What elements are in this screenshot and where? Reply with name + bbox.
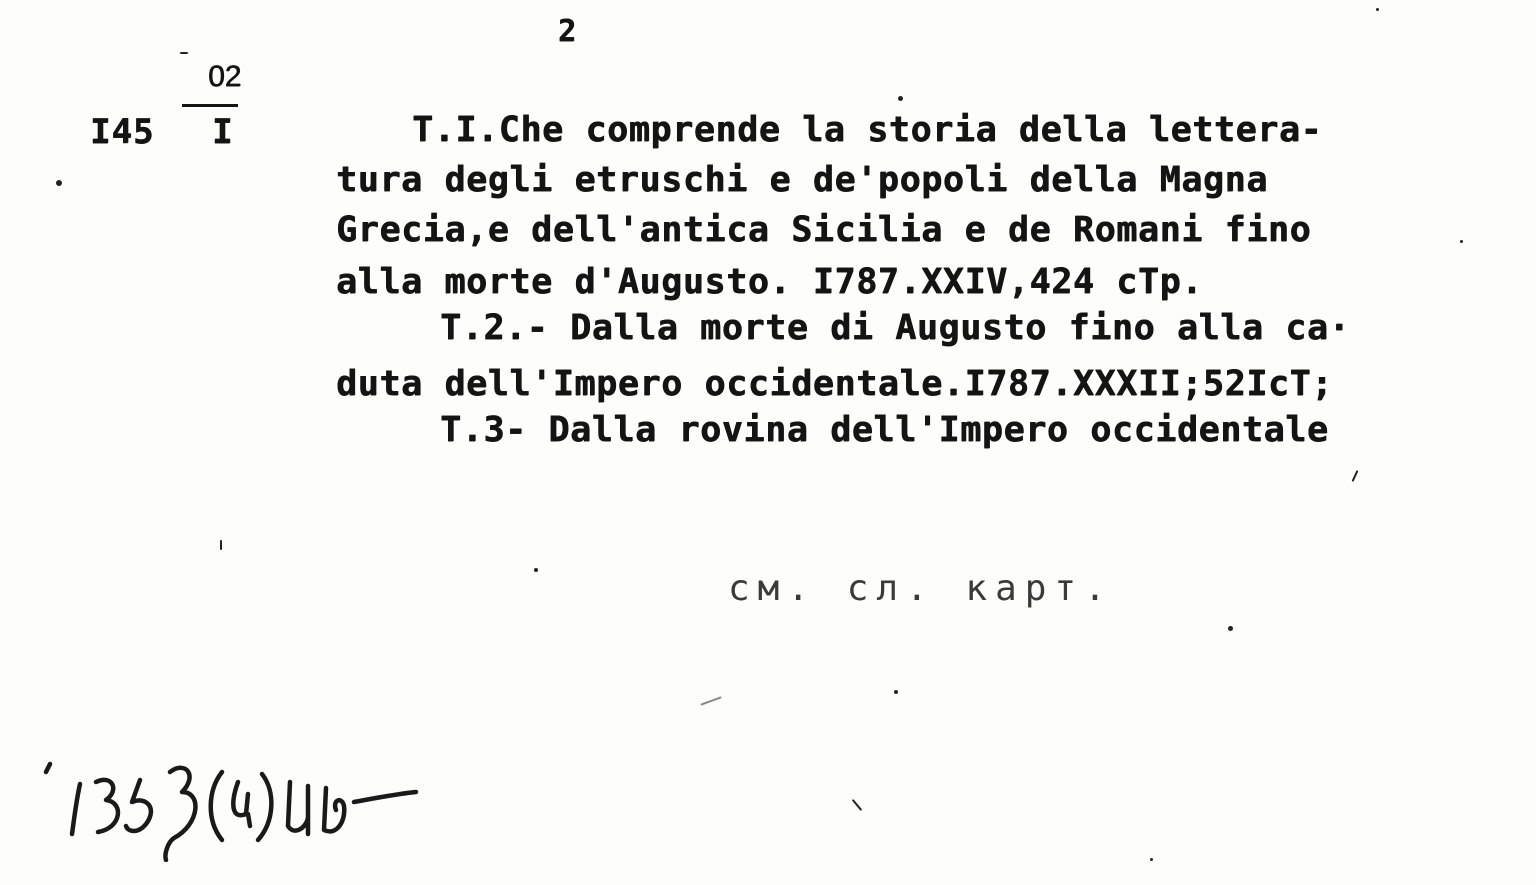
paper-speck — [1228, 626, 1233, 631]
text-line-3: Grecia,e dell'antica Sicilia e de Romani fino — [336, 210, 1312, 250]
cross-reference-stamp: см. сл. карт. — [728, 568, 1114, 609]
paper-speck — [220, 540, 222, 550]
text-line-5: T.2.- Dalla morte di Augusto fino alla ca· — [440, 308, 1351, 348]
paper-speck — [894, 690, 898, 694]
paper-speck — [180, 52, 188, 54]
paper-speck — [898, 96, 903, 101]
shelfmark-rule — [182, 104, 238, 107]
paper-speck — [700, 696, 721, 705]
paper-speck — [534, 568, 538, 572]
text-line-2: tura degli etruschi e de'popoli della Magna — [336, 160, 1268, 200]
paper-speck — [1352, 470, 1359, 482]
text-line-6: duta dell'Impero occidentale.I787.XXXII;52IcT; — [336, 364, 1333, 404]
paper-speck — [56, 180, 62, 186]
text-line-1: T.I.Che comprende la storia della lettera- — [412, 110, 1323, 150]
paper-speck — [1460, 240, 1463, 243]
shelfmark-sub: I — [212, 112, 234, 152]
paper-speck — [852, 799, 863, 811]
paper-speck — [1376, 8, 1379, 11]
page-number: 2 — [558, 14, 578, 49]
shelfmark-main: I45 — [90, 112, 155, 152]
text-line-4: alla morte d'Augusto. I787.XXIV,424 cTp. — [336, 262, 1203, 302]
text-line-7: T.3- Dalla rovina dell'Impero occidentale — [440, 410, 1329, 450]
shelfmark-top: 02 — [208, 60, 242, 93]
paper-speck — [1150, 858, 1153, 861]
handwritten-call-number — [36, 742, 436, 862]
